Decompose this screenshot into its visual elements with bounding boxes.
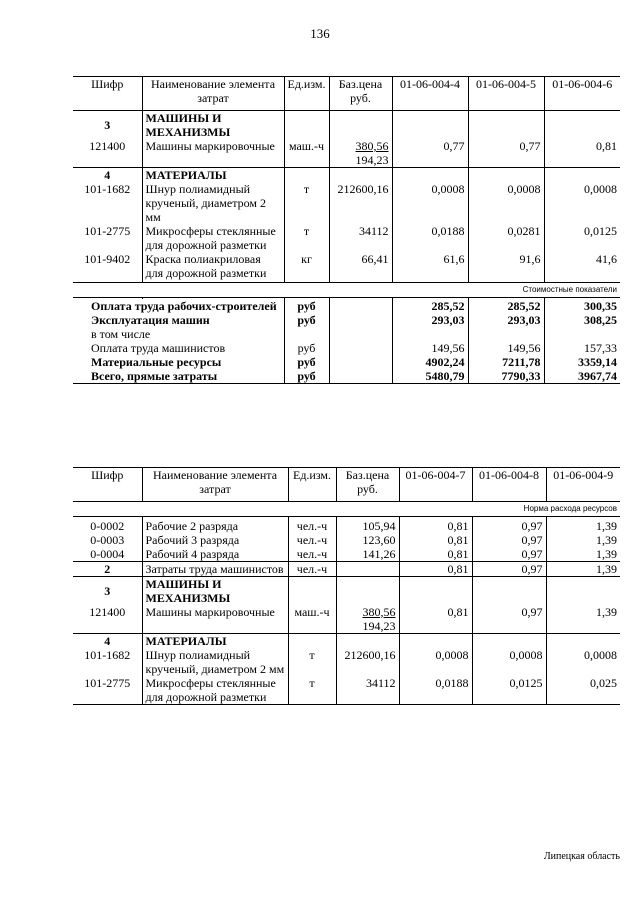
cost-value: 293,03 [392, 313, 468, 327]
section-code: 2 [73, 561, 142, 576]
cost-unit: руб [284, 313, 329, 327]
cost-value: 149,56 [392, 341, 468, 355]
row-unit: чел.-ч [288, 533, 336, 547]
table-row [73, 605, 620, 634]
row-value: 0,81 [399, 533, 472, 547]
row-value: 1,39 [596, 546, 617, 561]
table-row [73, 224, 620, 252]
cost-value: 3359,14 [578, 355, 617, 369]
cost-name: Эксплуатация машин [73, 313, 284, 327]
row-value: 91,6 [468, 252, 544, 280]
row-cipher: 121400 [73, 605, 142, 634]
row-unit: маш.-ч [288, 605, 336, 634]
row-name: Микросферы стеклянные для дорожной разметки [142, 676, 288, 705]
cost-value: 3967,74 [544, 369, 620, 384]
row-value: 0,0008 [584, 182, 617, 196]
row-value: 0,77 [468, 139, 544, 168]
section-row-machines [73, 111, 620, 140]
row-value: 1,39 [596, 532, 617, 547]
row-value: 0,0125 [472, 676, 546, 705]
header-base-price: Баз.цена руб. [336, 468, 399, 502]
section-row-materials [73, 633, 620, 648]
page-number: 136 [310, 26, 330, 41]
header-base-price: Баз.цена руб. [329, 77, 392, 111]
table-row [73, 182, 620, 224]
row-price: 212600,16 [336, 648, 399, 676]
row-name: Машины маркировочные [142, 605, 288, 634]
resource-table-2 [73, 467, 620, 705]
row-unit: чел.-ч [288, 547, 336, 562]
section-title: МАШИНЫ И МЕХАНИЗМЫ [142, 576, 288, 605]
section-row-machines [73, 576, 620, 605]
cost-row [73, 299, 620, 313]
cost-name: Оплата труда рабочих-строителей [73, 299, 284, 313]
row-value: 0,0008 [392, 182, 468, 224]
row-value: 41,6 [596, 252, 617, 266]
row-name: Краска полиакриловая для дорожной разметки [142, 252, 284, 280]
section-code: 3 [73, 111, 142, 140]
cost-value: 285,52 [392, 299, 468, 313]
row-cipher: 121400 [73, 139, 142, 168]
cost-value [544, 327, 620, 341]
region-footer: Липецкая область [543, 851, 620, 862]
row-value: 0,0008 [584, 647, 617, 662]
row-value: 0,81 [399, 561, 472, 576]
header-row [73, 77, 620, 111]
header-code: 01-06-004-4 [392, 77, 468, 111]
cost-row [73, 369, 620, 384]
row-cipher: 0-0003 [73, 533, 142, 547]
cost-name: в том числе [73, 327, 284, 341]
row-value: 0,0008 [399, 648, 472, 676]
row-value: 61,6 [392, 252, 468, 280]
table-row [73, 676, 620, 705]
header-code: 01-06-004-5 [468, 77, 544, 111]
cost-value: 149,56 [468, 341, 544, 355]
header-code: 01-06-004-7 [399, 468, 472, 502]
section-banner [73, 282, 620, 297]
section-title: МАШИНЫ И МЕХАНИЗМЫ [142, 111, 284, 140]
cost-value: 4902,24 [392, 355, 468, 369]
section-row-materials [73, 168, 620, 183]
row-value: 0,81 [399, 519, 472, 533]
row-unit: т [288, 648, 336, 676]
row-price: 141,26 [336, 547, 399, 562]
row-cipher: 101-1682 [73, 182, 142, 224]
row-price: 66,41 [329, 252, 392, 280]
row-price: 105,94 [336, 519, 399, 533]
row-unit: чел.-ч [288, 561, 336, 576]
cost-value: 7790,33 [468, 369, 544, 384]
header-cipher: Шифр [73, 468, 142, 502]
table-row [73, 648, 620, 676]
section-code: 4 [73, 633, 142, 648]
cost-name: Оплата труда машинистов [73, 341, 284, 355]
header-cipher: Шифр [73, 77, 142, 111]
row-price: 34112 [336, 676, 399, 705]
row-value: 0,0188 [399, 676, 472, 705]
row-cipher: 101-2775 [73, 676, 142, 705]
row-cipher: 101-9402 [73, 252, 142, 280]
cost-name: Всего, прямые затраты [73, 369, 284, 384]
row-value: 0,97 [472, 519, 546, 533]
row-cipher: 101-2775 [73, 224, 142, 252]
row-value: 0,0125 [584, 224, 617, 238]
cost-value: 300,35 [584, 299, 617, 313]
row-name: Шнур полиамидный крученый, диаметром 2 мм [142, 182, 284, 224]
cost-value: 308,25 [584, 313, 617, 327]
banner-text: Норма расхода ресурсов [73, 502, 620, 517]
section-code: 3 [73, 576, 142, 605]
cost-name: Материальные ресурсы [73, 355, 284, 369]
cost-unit: руб [284, 341, 329, 355]
cost-unit: руб [284, 299, 329, 313]
row-value: 0,77 [392, 139, 468, 168]
section-title: МАТЕРИАЛЫ [142, 633, 288, 648]
row-value: 0,81 [596, 139, 617, 153]
row-price [336, 605, 399, 634]
table-row [73, 139, 620, 168]
row-price: 34112 [329, 224, 392, 252]
row-unit: т [284, 182, 329, 224]
header-name: Наименование элемента затрат [142, 468, 288, 502]
section-code: 4 [73, 168, 142, 183]
row-value: 0,025 [546, 676, 620, 705]
cost-value [468, 327, 544, 341]
row-unit: чел.-ч [288, 519, 336, 533]
row-value: 0,0281 [468, 224, 544, 252]
row-name: Машины маркировочные [142, 139, 284, 168]
row-value: 1,39 [596, 604, 617, 619]
table-row [73, 519, 620, 533]
row-unit: т [288, 676, 336, 705]
row-value: 1,39 [546, 561, 620, 576]
row-name: Затраты труда машинистов [142, 561, 288, 576]
row-value: 0,97 [472, 547, 546, 562]
row-cipher: 0-0002 [73, 519, 142, 533]
row-value: 0,0008 [468, 182, 544, 224]
cost-unit: руб [284, 355, 329, 369]
resource-table-1 [73, 76, 620, 384]
section-row-operators [73, 561, 620, 576]
header-code: 01-06-004-9 [546, 468, 620, 502]
header-name: Наименование элемента затрат [142, 77, 284, 111]
row-unit: кг [284, 252, 329, 280]
table-row [73, 533, 620, 547]
row-value: 1,39 [596, 518, 617, 533]
row-name: Рабочий 4 разряда [142, 547, 288, 562]
header-row [73, 468, 620, 502]
cost-row [73, 341, 620, 355]
row-unit: маш.-ч [284, 139, 329, 168]
row-cipher: 101-1682 [73, 648, 142, 676]
row-value: 0,0188 [392, 224, 468, 252]
cost-value: 285,52 [468, 299, 544, 313]
row-name: Рабочий 3 разряда [142, 533, 288, 547]
section-title: МАТЕРИАЛЫ [142, 168, 284, 183]
row-name: Рабочие 2 разряда [142, 519, 288, 533]
cost-value: 7211,78 [468, 355, 544, 369]
row-value: 0,97 [472, 533, 546, 547]
row-name: Микросферы стеклянные для дорожной разметки [142, 224, 284, 252]
cost-value: 157,33 [584, 341, 617, 355]
cost-unit [284, 327, 329, 341]
row-value: 0,97 [472, 605, 546, 634]
row-unit: т [284, 224, 329, 252]
cost-value [392, 327, 468, 341]
cost-value: 293,03 [468, 313, 544, 327]
table-row [73, 547, 620, 562]
header-unit: Ед.изм. [284, 77, 329, 111]
row-price [329, 139, 392, 168]
row-value: 0,97 [472, 561, 546, 576]
price-value: 380,56 [362, 604, 396, 619]
row-value: 0,0008 [472, 648, 546, 676]
cost-unit: руб [284, 369, 329, 384]
row-value: 0,81 [399, 605, 472, 634]
row-price: 212600,16 [329, 182, 392, 224]
banner-text: Стоимостные показатели [73, 282, 620, 297]
header-code: 01-06-004-6 [544, 77, 620, 111]
section-banner [73, 502, 620, 517]
row-name: Шнур полиамидный крученый, диаметром 2 мм [142, 648, 288, 676]
cost-row [73, 313, 620, 327]
cost-value: 5480,79 [392, 369, 468, 384]
price-value: 380,56 [355, 139, 389, 153]
price-value-secondary: 194,23 [362, 618, 396, 633]
cost-row [73, 327, 620, 341]
header-code: 01-06-004-8 [472, 468, 546, 502]
row-cipher: 0-0004 [73, 547, 142, 562]
price-value-secondary: 194,23 [355, 153, 389, 167]
row-value: 0,81 [399, 547, 472, 562]
table-row [73, 252, 620, 280]
row-price: 123,60 [336, 533, 399, 547]
cost-row [73, 355, 620, 369]
header-unit: Ед.изм. [288, 468, 336, 502]
